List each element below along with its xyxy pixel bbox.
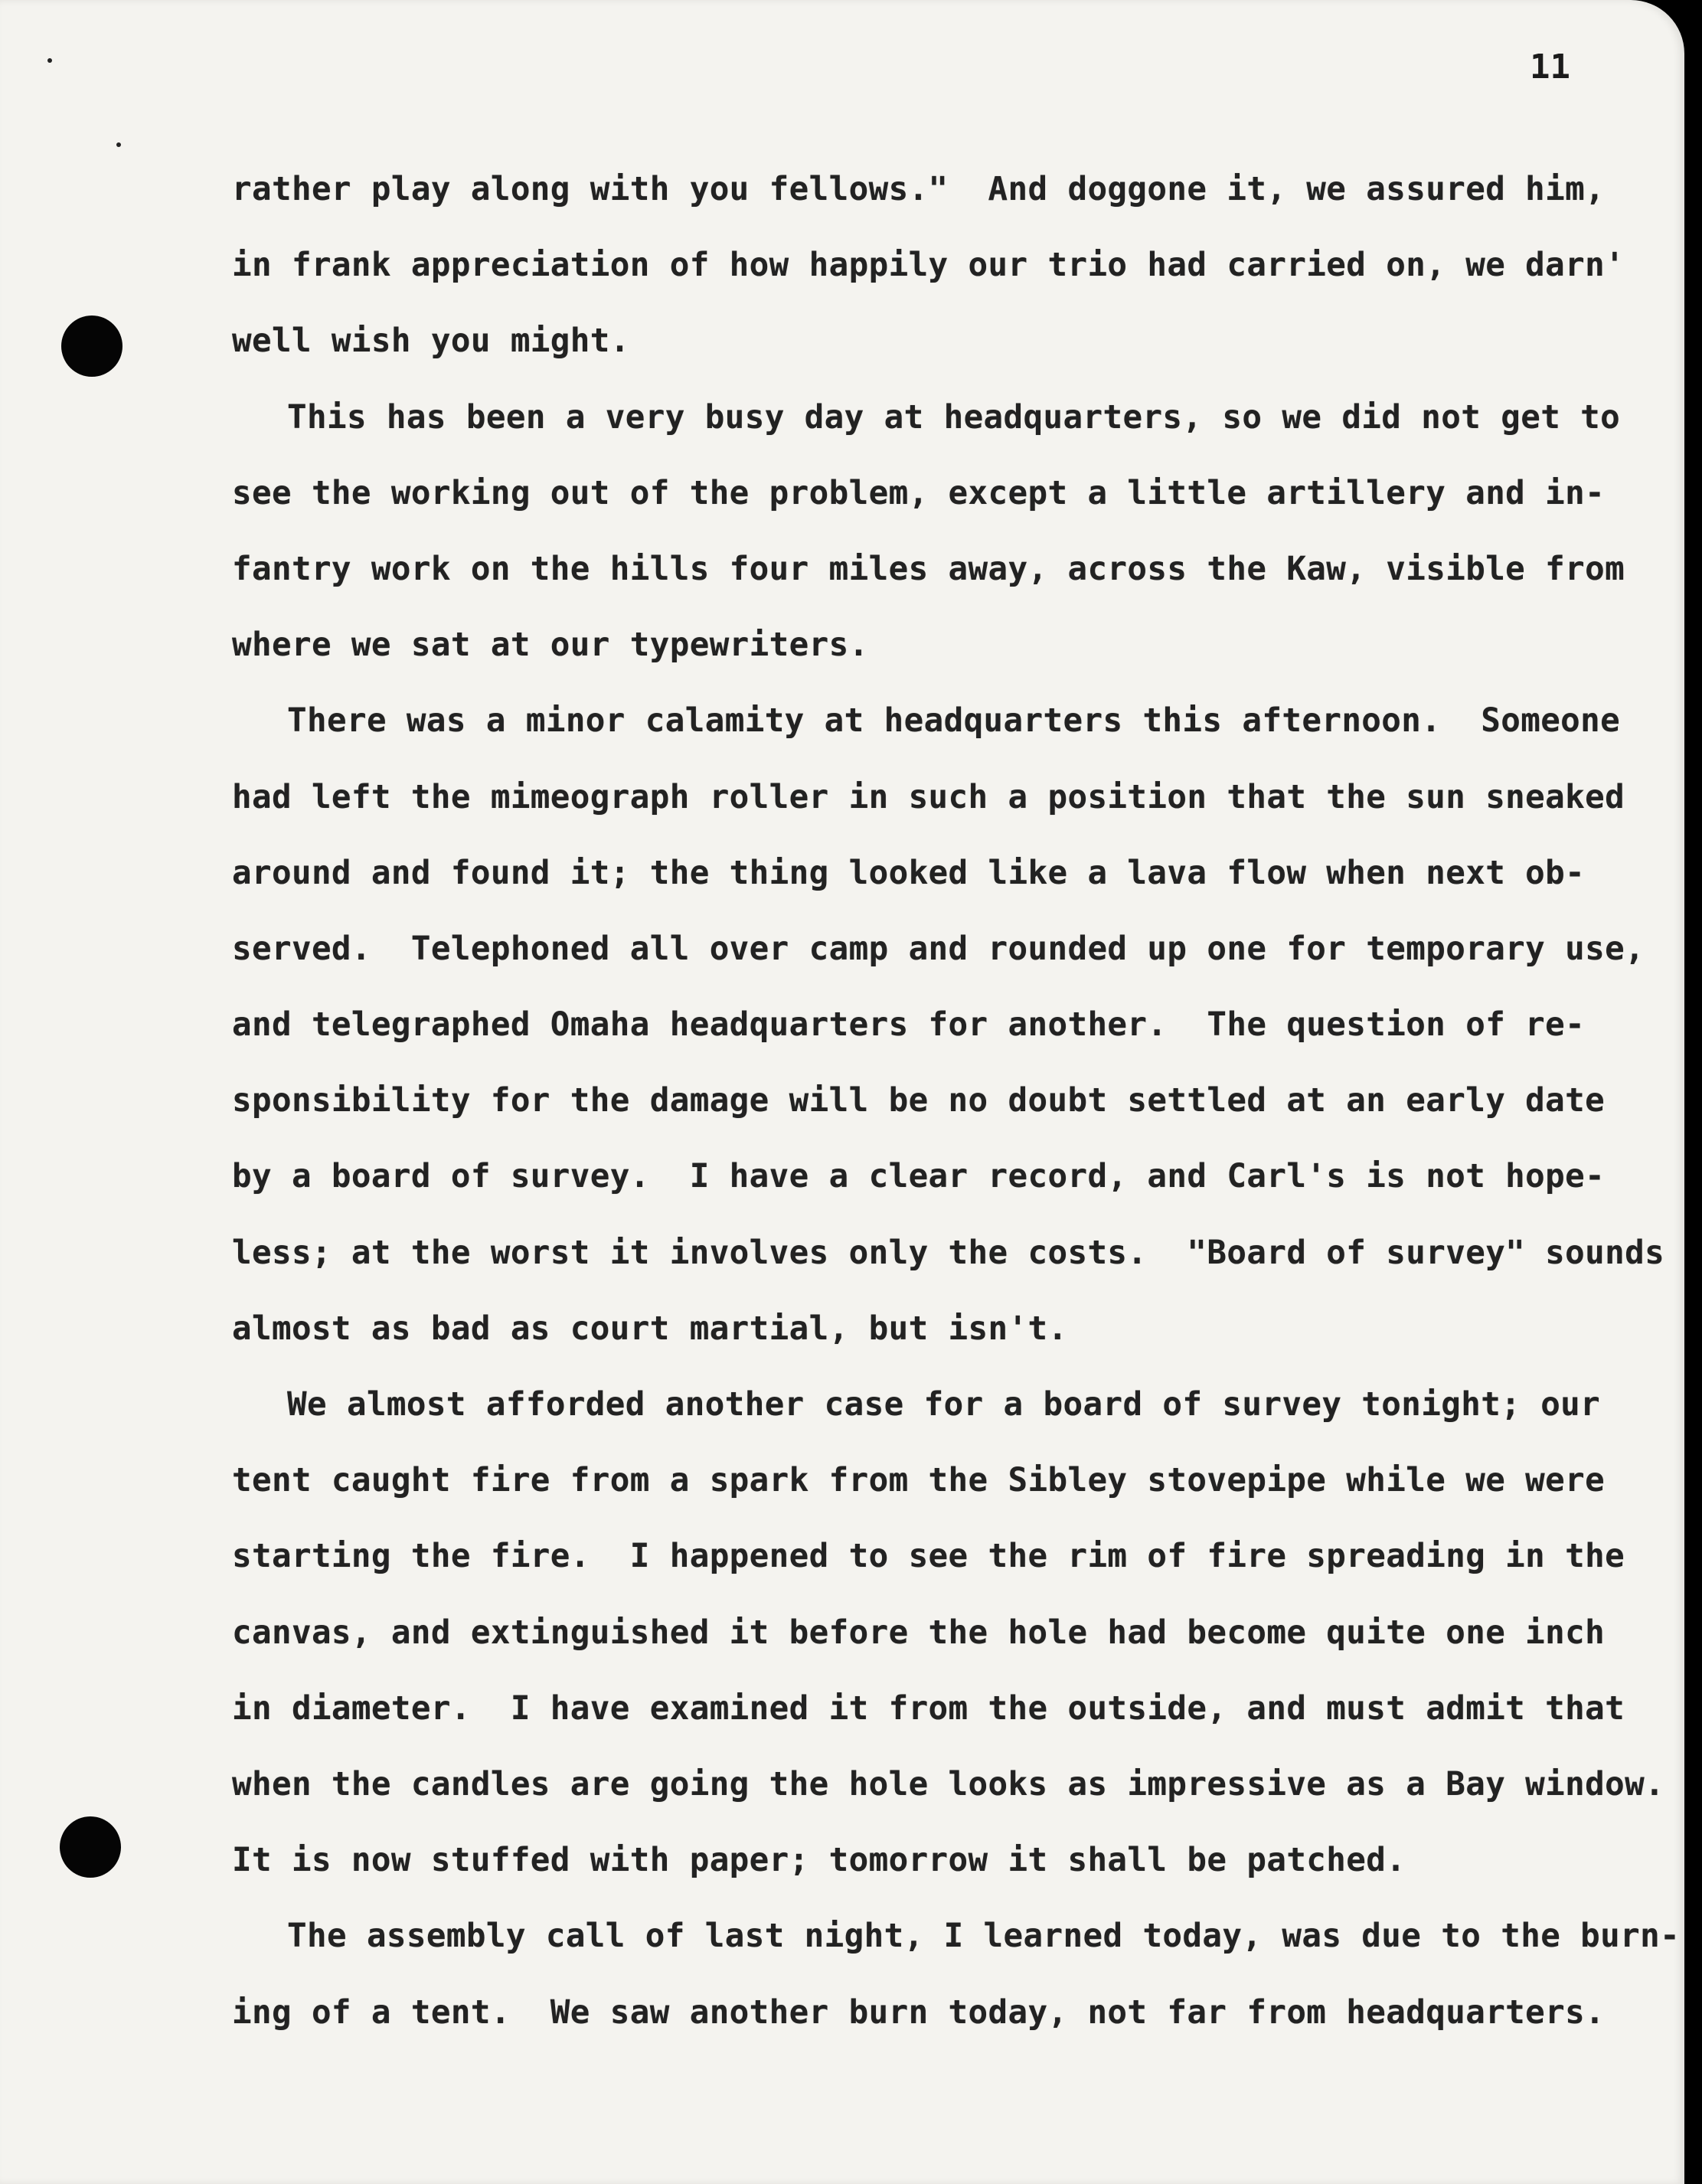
text-line: had left the mimeograph roller in such a position that the sun sneaked [232,778,1625,816]
text-line: when the candles are going the hole looks as impressive as a Bay window. [232,1765,1665,1803]
page-number: 11 [1530,47,1570,87]
text-line: in frank appreciation of how happily our trio had carried on, we darn' [232,247,1625,285]
text-line: less; at the worst it involves only the costs. "Board of survey" sounds [232,1234,1665,1272]
paragraph-first-line: This has been a very busy day at headquarters, so we did not get to [287,398,1621,436]
text-line: around and found it; the thing looked like a lava flow when next ob- [232,854,1586,892]
punch-hole-lower [60,1816,121,1878]
text-line: well wish you might. [232,322,630,361]
text-line: ing of a tent. We saw another burn today, not far from headquarters. [232,1993,1606,2032]
paper-speck [47,58,52,63]
text-line: by a board of survey. I have a clear record, and Carl's is not hope- [232,1158,1606,1196]
text-line: canvas, and extinguished it before the hole had become quite one inch [232,1613,1606,1652]
text-line: almost as bad as court martial, but isn't. [232,1309,1068,1348]
paragraph-first-line: We almost afforded another case for a board of survey tonight; our [287,1386,1601,1424]
punch-hole-upper [61,316,123,377]
text-line: sponsibility for the damage will be no doubt settled at an early date [232,1082,1606,1120]
text-line: It is now stuffed with paper; tomorrow it shall be patched. [232,1842,1406,1880]
text-line: where we sat at our typewriters. [232,626,869,665]
text-line: starting the fire. I happened to see the rim of fire spreading in the [232,1538,1625,1576]
text-line: and telegraphed Omaha headquarters for another. The question of re- [232,1006,1586,1045]
text-line: rather play along with you fellows." And doggone it, we assured him, [232,171,1606,208]
text-line: tent caught fire from a spark from the Sibley stovepipe while we were [232,1462,1606,1500]
text-line: in diameter. I have examined it from the outside, and must admit that [232,1689,1625,1728]
text-line: served. Telephoned all over camp and rounded up one for temporary use, [232,930,1645,968]
text-line: fantry work on the hills four miles away, across the Kaw, visible from [232,550,1625,588]
text-line: see the working out of the problem, except a little artillery and in- [232,474,1606,512]
typed-body [232,152,1681,2051]
paragraph-first-line: The assembly call of last night, I learned today, was due to the burn- [287,1918,1681,1956]
paragraph-first-line: There was a minor calamity at headquarters this afternoon. Someone [287,702,1621,741]
paper-speck [116,142,121,147]
